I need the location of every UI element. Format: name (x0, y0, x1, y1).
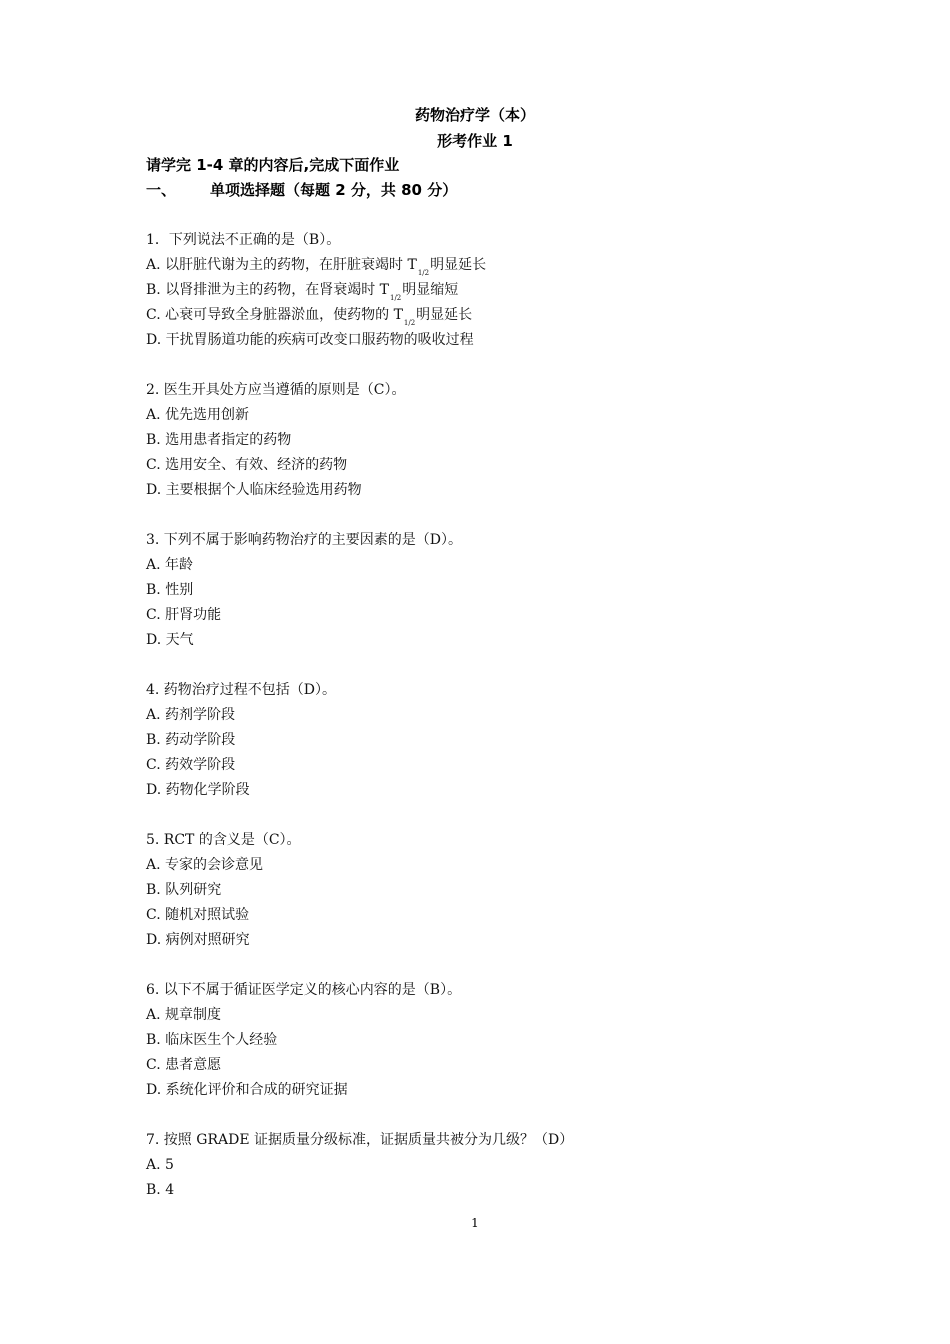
question-stem: 2. 医生开具处方应当遵循的原则是（C）。 (146, 382, 406, 398)
option-c: C. 选用安全、有效、经济的药物 (146, 457, 348, 473)
question-stem: 7. 按照 GRADE 证据质量分级标准，证据质量共被分为几级？（D） (146, 1132, 574, 1148)
half-life-subscript: 1/2 (389, 294, 402, 302)
question-3 (146, 528, 846, 653)
option-a: A. 药剂学阶段 (146, 707, 236, 723)
document-subtitle: 形考作业 1 (437, 132, 513, 150)
question-stem: 1．下列说法不正确的是（B）。 (146, 232, 341, 248)
option-c: C. 肝肾功能 (146, 607, 222, 623)
question-2 (146, 378, 846, 503)
option-d: D. 天气 (146, 632, 194, 648)
question-7 (146, 1128, 846, 1203)
option-a: A. 专家的会诊意见 (146, 857, 264, 873)
question-stem: 3. 下列不属于影响药物治疗的主要因素的是（D）。 (146, 532, 463, 548)
instruction-text: 请学完 1-4 章的内容后,完成下面作业 (146, 156, 400, 174)
option-d: D. 系统化评价和合成的研究证据 (146, 1082, 348, 1098)
option-a: A. 5 (146, 1157, 174, 1173)
section-number: 一、 (146, 181, 177, 199)
option-d: D. 药物化学阶段 (146, 782, 250, 798)
option-c: C. 患者意愿 (146, 1057, 222, 1073)
option-a: A. 年龄 (146, 557, 194, 573)
option-a: A. 优先选用创新 (146, 407, 250, 423)
option-b: B. 4 (146, 1182, 175, 1198)
option-b: B. 药动学阶段 (146, 732, 236, 748)
option-b: B. 选用患者指定的药物 (146, 432, 292, 448)
question-stem: 6. 以下不属于循证医学定义的核心内容的是（B）。 (146, 982, 462, 998)
option-d: D. 病例对照研究 (146, 932, 250, 948)
section-heading (146, 179, 457, 200)
document-title: 药物治疗学（本） (414, 106, 535, 124)
question-4 (146, 678, 846, 803)
half-life-subscript: 1/2 (403, 319, 416, 327)
question-1 (146, 228, 846, 353)
question-list (146, 228, 846, 1228)
option-b: B. 以肾排泄为主的药物，在肾衰竭时 $T_{1/2}$明显缩短 (146, 282, 459, 302)
section-label: 单项选择题（每题 2 分，共 80 分） (210, 181, 458, 199)
question-6 (146, 978, 846, 1103)
question-stem: 5. RCT 的含义是（C）。 (146, 832, 301, 848)
option-c: C. 药效学阶段 (146, 757, 236, 773)
page-number: 1 (471, 1216, 479, 1230)
option-a: A. 以肝脏代谢为主的药物，在肝脏衰竭时 $T_{1/2}$明显延长 (146, 257, 487, 277)
option-b: B. 队列研究 (146, 882, 222, 898)
option-c: C. 随机对照试验 (146, 907, 250, 923)
option-b: B. 性别 (146, 582, 194, 598)
option-d: D. 主要根据个人临床经验选用药物 (146, 482, 362, 498)
option-b: B. 临床医生个人经验 (146, 1032, 278, 1048)
option-c: C. 心衰可导致全身脏器淤血，使药物的 $T_{1/2}$明显延长 (146, 307, 473, 327)
option-d: D. 干扰胃肠道功能的疾病可改变口服药物的吸收过程 (146, 332, 474, 348)
option-a: A. 规章制度 (146, 1007, 222, 1023)
question-stem: 4. 药物治疗过程不包括（D）。 (146, 682, 337, 698)
half-life-subscript: 1/2 (417, 269, 430, 277)
question-5 (146, 828, 846, 953)
